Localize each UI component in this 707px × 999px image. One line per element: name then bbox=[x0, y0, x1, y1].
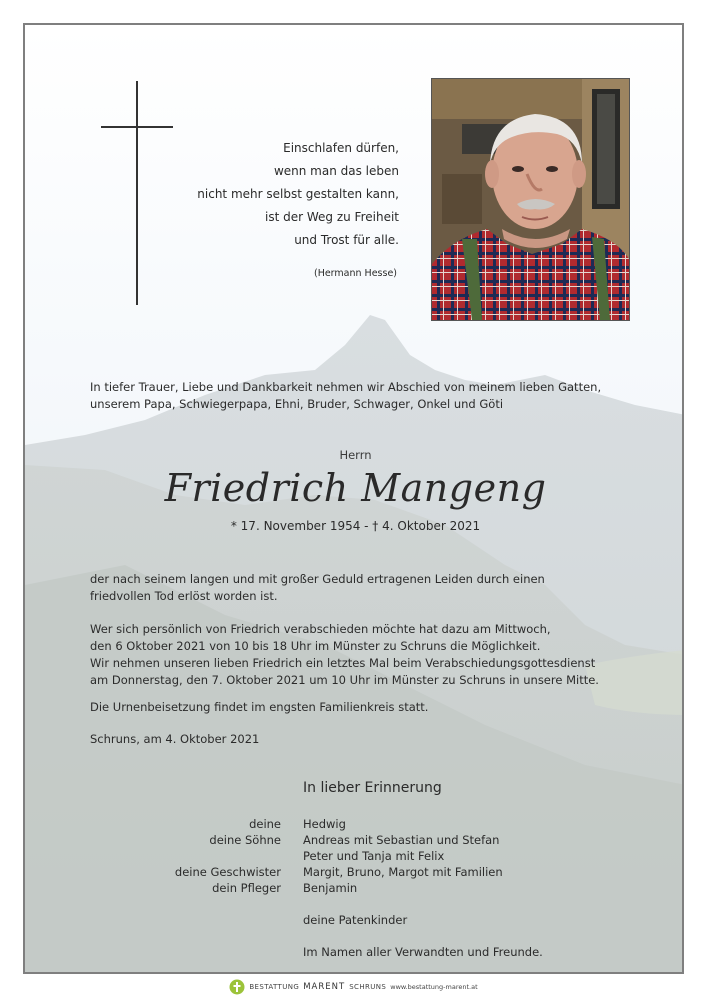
cross-icon bbox=[136, 81, 138, 305]
paragraph-passing bbox=[90, 571, 660, 605]
footer-town: SCHRUNS bbox=[349, 983, 387, 991]
memory-title: In lieber Erinnerung bbox=[303, 780, 442, 796]
mourner-name: Hedwig bbox=[303, 817, 346, 831]
paragraph-line: der nach seinem langen und mit großer Geduld ertragenen Leiden durch einen bbox=[90, 572, 545, 586]
mourner-name: Andreas mit Sebastian und Stefan bbox=[303, 833, 500, 847]
paragraph-burial: Die Urnenbeisetzung findet im engsten Familienkreis statt. bbox=[90, 700, 429, 714]
footer-brand-name: MARENT bbox=[303, 982, 346, 992]
poem-author: (Hermann Hesse) bbox=[313, 268, 397, 279]
paragraph-line: am Donnerstag, den 7. Oktober 2021 um 10 Uhr im Münster zu Schruns in unsere Mitte. bbox=[90, 673, 599, 687]
poem-line: ist der Weg zu Freiheit bbox=[265, 210, 399, 224]
poem-line: wenn man das leben bbox=[273, 164, 399, 178]
poem bbox=[197, 137, 399, 252]
poem-line: nicht mehr selbst gestalten kann, bbox=[197, 187, 399, 201]
paragraph-line: Wir nehmen unseren lieben Friedrich ein letztes Mal beim Verabschiedungsgottesdienst bbox=[90, 656, 596, 670]
footer bbox=[0, 978, 707, 996]
relation-label bbox=[25, 848, 281, 864]
portrait-image bbox=[432, 79, 629, 320]
godchildren: deine Patenkinder bbox=[303, 913, 408, 927]
paragraph-place-date: Schruns, am 4. Oktober 2021 bbox=[90, 732, 260, 746]
paragraph-line: Wer sich persönlich von Friedrich verabschieden möchte hat dazu am Mittwoch, bbox=[90, 622, 551, 636]
deceased-name: Friedrich Mangeng bbox=[164, 466, 547, 510]
paragraph-ceremony bbox=[90, 621, 660, 689]
mourner-name: Benjamin bbox=[303, 881, 358, 895]
intro-text: In tiefer Trauer, Liebe und Dankbarkeit nehmen wir Abschied von meinem lieben Gatten, unserem Papa, Schwiegerpapa, Ehni, Bruder, Schwager, Onkel und Göti bbox=[90, 380, 602, 411]
relation-label: deine Söhne bbox=[209, 833, 281, 847]
salutation: Herrn bbox=[339, 448, 372, 462]
life-dates: * 17. November 1954 - † 4. Oktober 2021 bbox=[230, 519, 481, 533]
funeral-home-logo-icon bbox=[229, 979, 245, 995]
obituary-card bbox=[23, 23, 684, 974]
mourner-relations bbox=[25, 816, 281, 896]
paragraph-line: den 6 Oktober 2021 von 10 bis 18 Uhr im Münster zu Schruns die Möglichkeit. bbox=[90, 639, 541, 653]
poem-line: und Trost für alle. bbox=[294, 233, 399, 247]
footer-brand-prefix: BESTATTUNG bbox=[249, 983, 300, 991]
cross-icon-bar bbox=[101, 126, 173, 128]
closing-line: Im Namen aller Verwandten und Freunde. bbox=[303, 945, 543, 959]
relation-label: deine bbox=[249, 817, 281, 831]
portrait-photo bbox=[431, 78, 630, 321]
poem-line: Einschlafen dürfen, bbox=[283, 141, 399, 155]
relation-label: deine Geschwister bbox=[174, 865, 281, 879]
paragraph-line: friedvollen Tod erlöst worden ist. bbox=[90, 589, 278, 603]
mourner-name: Peter und Tanja mit Felix bbox=[303, 849, 445, 863]
relation-label: dein Pfleger bbox=[212, 881, 281, 895]
mourner-names bbox=[303, 816, 663, 960]
mourner-name: Margit, Bruno, Margot mit Familien bbox=[303, 865, 503, 879]
footer-url[interactable]: www.bestattung-marent.at bbox=[390, 983, 478, 991]
